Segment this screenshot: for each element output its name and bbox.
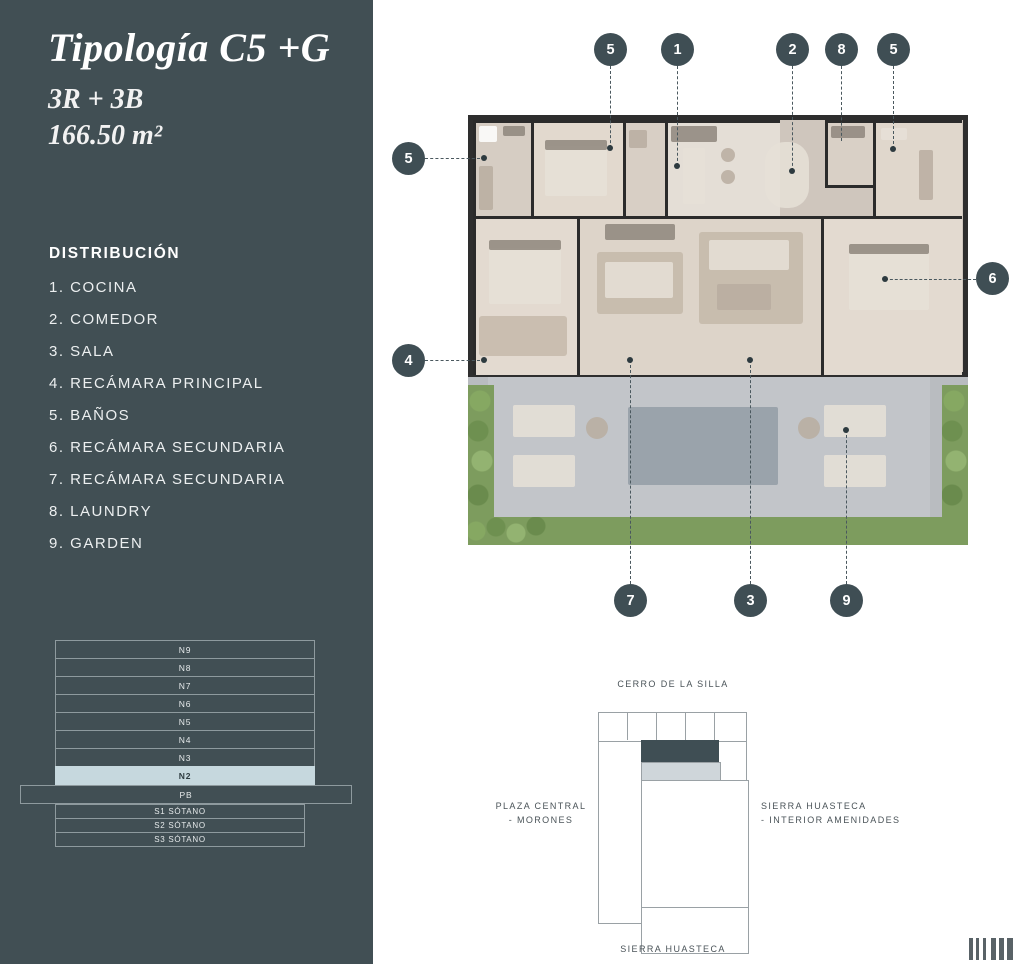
leader-dot [882,276,888,282]
leader-dot [747,357,753,363]
leader-line [841,66,842,141]
floor-level-row-current: N2 [55,766,315,785]
leader-dot [843,427,849,433]
kitchen-island [683,148,705,204]
floor-level-row: N9 [55,640,315,658]
terrace-garden [468,377,968,545]
basement-row: S3 SÓTANO [55,832,305,847]
hedge-bottom [468,517,968,545]
map-label-left [481,800,601,827]
leader-dot [607,145,613,151]
outdoor-sofa [513,455,575,487]
floor-level-row: N5 [55,712,315,730]
outdoor-sofa [824,405,886,437]
page-title: Tipología C5 +G [48,25,331,70]
area-summary: 166.50 m² [48,120,163,152]
leader-line [846,430,847,584]
fixture [629,130,647,148]
basement-row: S2 SÓTANO [55,818,305,832]
marker-5-top-left[interactable]: 5 [594,33,627,66]
map-cell [656,712,686,740]
fixture [881,128,907,140]
sofa [709,240,789,270]
list-item: 8. LAUNDRY [49,503,153,520]
tv-console [605,224,675,240]
leader-line [610,66,611,148]
floor-stack-diagram [55,640,315,847]
floor-level-row: N8 [55,658,315,676]
leader-line [792,66,793,171]
floor-level-row: N6 [55,694,315,712]
map-label-right-line1: SIERRA HUASTECA [761,801,867,811]
marker-6[interactable]: 6 [976,262,1009,295]
leader-line [893,66,894,149]
floor-level-row: N3 [55,748,315,766]
leader-dot [789,168,795,174]
orientation-map [373,660,1024,960]
headboard [545,140,607,150]
leader-dot [481,357,487,363]
bed [849,252,929,310]
list-item: 4. RECÁMARA PRINCIPAL [49,375,264,392]
marker-4[interactable]: 4 [392,344,425,377]
marker-7[interactable]: 7 [614,584,647,617]
title-block [48,26,358,152]
terrace-dining-set [628,407,778,485]
map-building-body [641,780,749,909]
leader-line [630,360,631,584]
list-item: 2. COMEDOR [49,311,160,328]
leader-line [425,158,480,159]
left-info-panel [0,0,373,964]
leader-line [885,279,976,280]
map-label-top: CERRO DE LA SILLA [617,679,729,689]
hedge-right [942,385,968,535]
floorplan-panel [373,0,1024,964]
map-cell [598,712,628,740]
map-cell [685,712,715,740]
marker-2[interactable]: 2 [776,33,809,66]
leader-dot [674,163,680,169]
rug [479,316,567,356]
marker-5-left[interactable]: 5 [392,142,425,175]
outdoor-table [798,417,820,439]
marker-9[interactable]: 9 [830,584,863,617]
leader-dot [890,146,896,152]
list-item: 3. SALA [49,343,115,360]
map-label-left-line2: - MORONES [508,814,574,825]
fixture [479,126,497,142]
floor-level-row: N4 [55,730,315,748]
floor-level-row-ground: PB [20,785,352,804]
sofa [605,262,673,298]
map-label-right [761,800,931,827]
map-cell [627,712,657,740]
marker-3[interactable]: 3 [734,584,767,617]
headboard [849,244,929,254]
headboard [489,240,561,250]
distribution-heading: DISTRIBUCIÓN [49,245,181,262]
qr-code-icon [969,938,1013,960]
floorplan-image [468,115,968,545]
list-item: 7. RECÁMARA SECUNDARIA [49,471,286,488]
leader-dot [627,357,633,363]
apartment-outline [468,115,968,377]
marker-1[interactable]: 1 [661,33,694,66]
fixture [503,126,525,136]
list-item: 6. RECÁMARA SECUNDARIA [49,439,286,456]
stool [721,148,735,162]
outdoor-sofa [513,405,575,437]
leader-dot [481,155,487,161]
floor-level-row: N7 [55,676,315,694]
outdoor-sofa [824,455,886,487]
list-item: 5. BAÑOS [49,407,131,424]
list-item: 9. GARDEN [49,535,144,552]
hedge-left [468,385,494,535]
map-label-right-line2: - INTERIOR AMENIDADES [761,814,901,825]
map-unit-band [641,762,721,782]
coffee-table [717,284,771,310]
closet [479,166,493,210]
distribution-list [49,245,369,567]
leader-line [425,360,480,361]
laundry-unit [831,126,865,138]
map-label-left-line1: PLAZA CENTRAL [495,801,587,811]
leader-line [677,66,678,166]
basement-group [55,804,305,847]
marker-5-top-right[interactable]: 5 [877,33,910,66]
dining-table [765,142,809,208]
stool [721,170,735,184]
rooms-summary: 3R + 3B [48,84,144,115]
leader-line [750,360,751,584]
basement-row: S1 SÓTANO [55,804,305,818]
bed [545,146,607,196]
map-label-bottom: SIERRA HUASTECA [620,944,726,954]
map-unit-highlight [641,740,719,762]
list-item: 1. COCINA [49,279,138,296]
closet [919,150,933,200]
outdoor-table [586,417,608,439]
marker-8[interactable]: 8 [825,33,858,66]
apartment-interior [473,120,963,372]
bed [489,248,561,304]
